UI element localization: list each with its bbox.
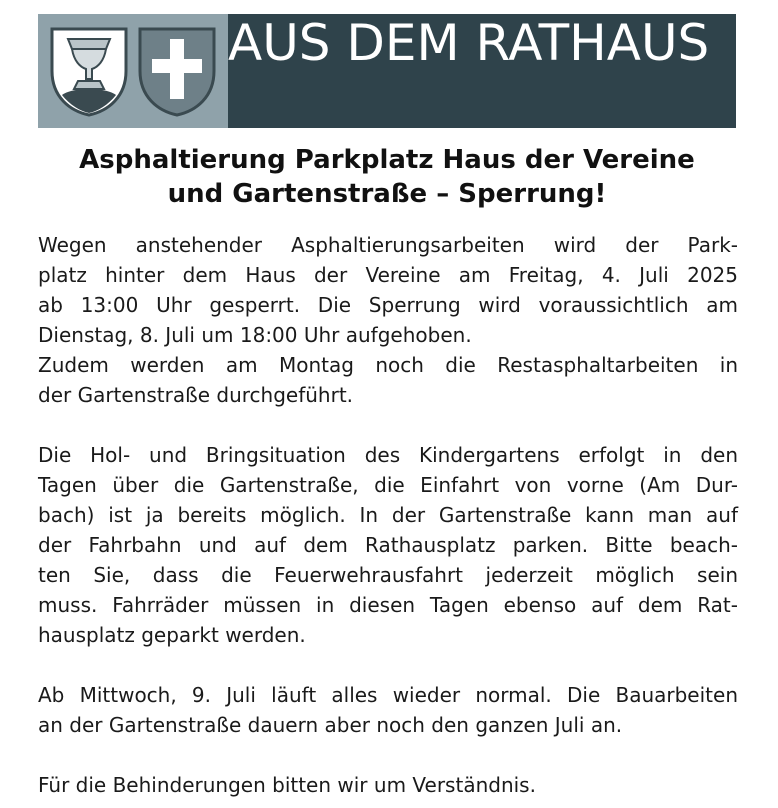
headline-line-2: und Gartenstraße – Sperrung! [167, 179, 607, 209]
crest-area [38, 14, 228, 128]
paragraph-1-line: ab 13:00 Uhr gesperrt. Die Sperrung wird voraussichtlich am [38, 293, 738, 317]
paragraph-2-line: der Fahrbahn und auf dem Rathausplatz parken. Bitte beach- [38, 533, 738, 557]
paragraph-gap [38, 410, 738, 440]
cross-crest-icon [136, 25, 218, 117]
paragraph-2-line: Tagen über die Gartenstraße, die Einfahrt von vorne (Am Dur- [38, 473, 738, 497]
banner-title: AUS DEM RATHAUS [228, 14, 710, 72]
paragraph-gap [38, 740, 738, 770]
paragraph-1-line: Zudem werden am Montag noch die Restasphaltarbeiten in [38, 353, 738, 377]
article-body [38, 230, 738, 800]
header-banner [38, 14, 736, 128]
paragraph-3-line: Ab Mittwoch, 9. Juli läuft alles wieder normal. Die Bauarbeiten [38, 683, 738, 707]
paragraph-4-line: Für die Behinderungen bitten wir um Verständnis. [38, 773, 536, 797]
paragraph-2-line: hausplatz geparkt werden. [38, 623, 306, 647]
goblet-crest-icon [48, 25, 130, 117]
paragraph-3-line: an der Gartenstraße dauern aber noch den ganzen Juli an. [38, 713, 623, 737]
paragraph-2-line: ten Sie, dass die Feuerwehrausfahrt jederzeit möglich sein [38, 563, 738, 587]
paragraph-gap [38, 650, 738, 680]
paragraph-1-line: platz hinter dem Haus der Vereine am Freitag, 4. Juli 2025 [38, 263, 738, 287]
paragraph-1-line: Dienstag, 8. Juli um 18:00 Uhr aufgehoben. [38, 323, 472, 347]
paragraph-2-line: muss. Fahrräder müssen in diesen Tagen ebenso auf dem Rat- [38, 593, 738, 617]
paragraph-1-line: Wegen anstehender Asphaltierungsarbeiten wird der Park- [38, 233, 738, 257]
headline-line-1: Asphaltierung Parkplatz Haus der Vereine [79, 145, 695, 175]
paragraph-2-line: Die Hol- und Bringsituation des Kindergartens erfolgt in den [38, 443, 738, 467]
paragraph-2-line: bach) ist ja bereits möglich. In der Gartenstraße kann man auf [38, 503, 738, 527]
article-headline [38, 143, 736, 211]
paragraph-1-line: der Gartenstraße durchgeführt. [38, 383, 354, 407]
